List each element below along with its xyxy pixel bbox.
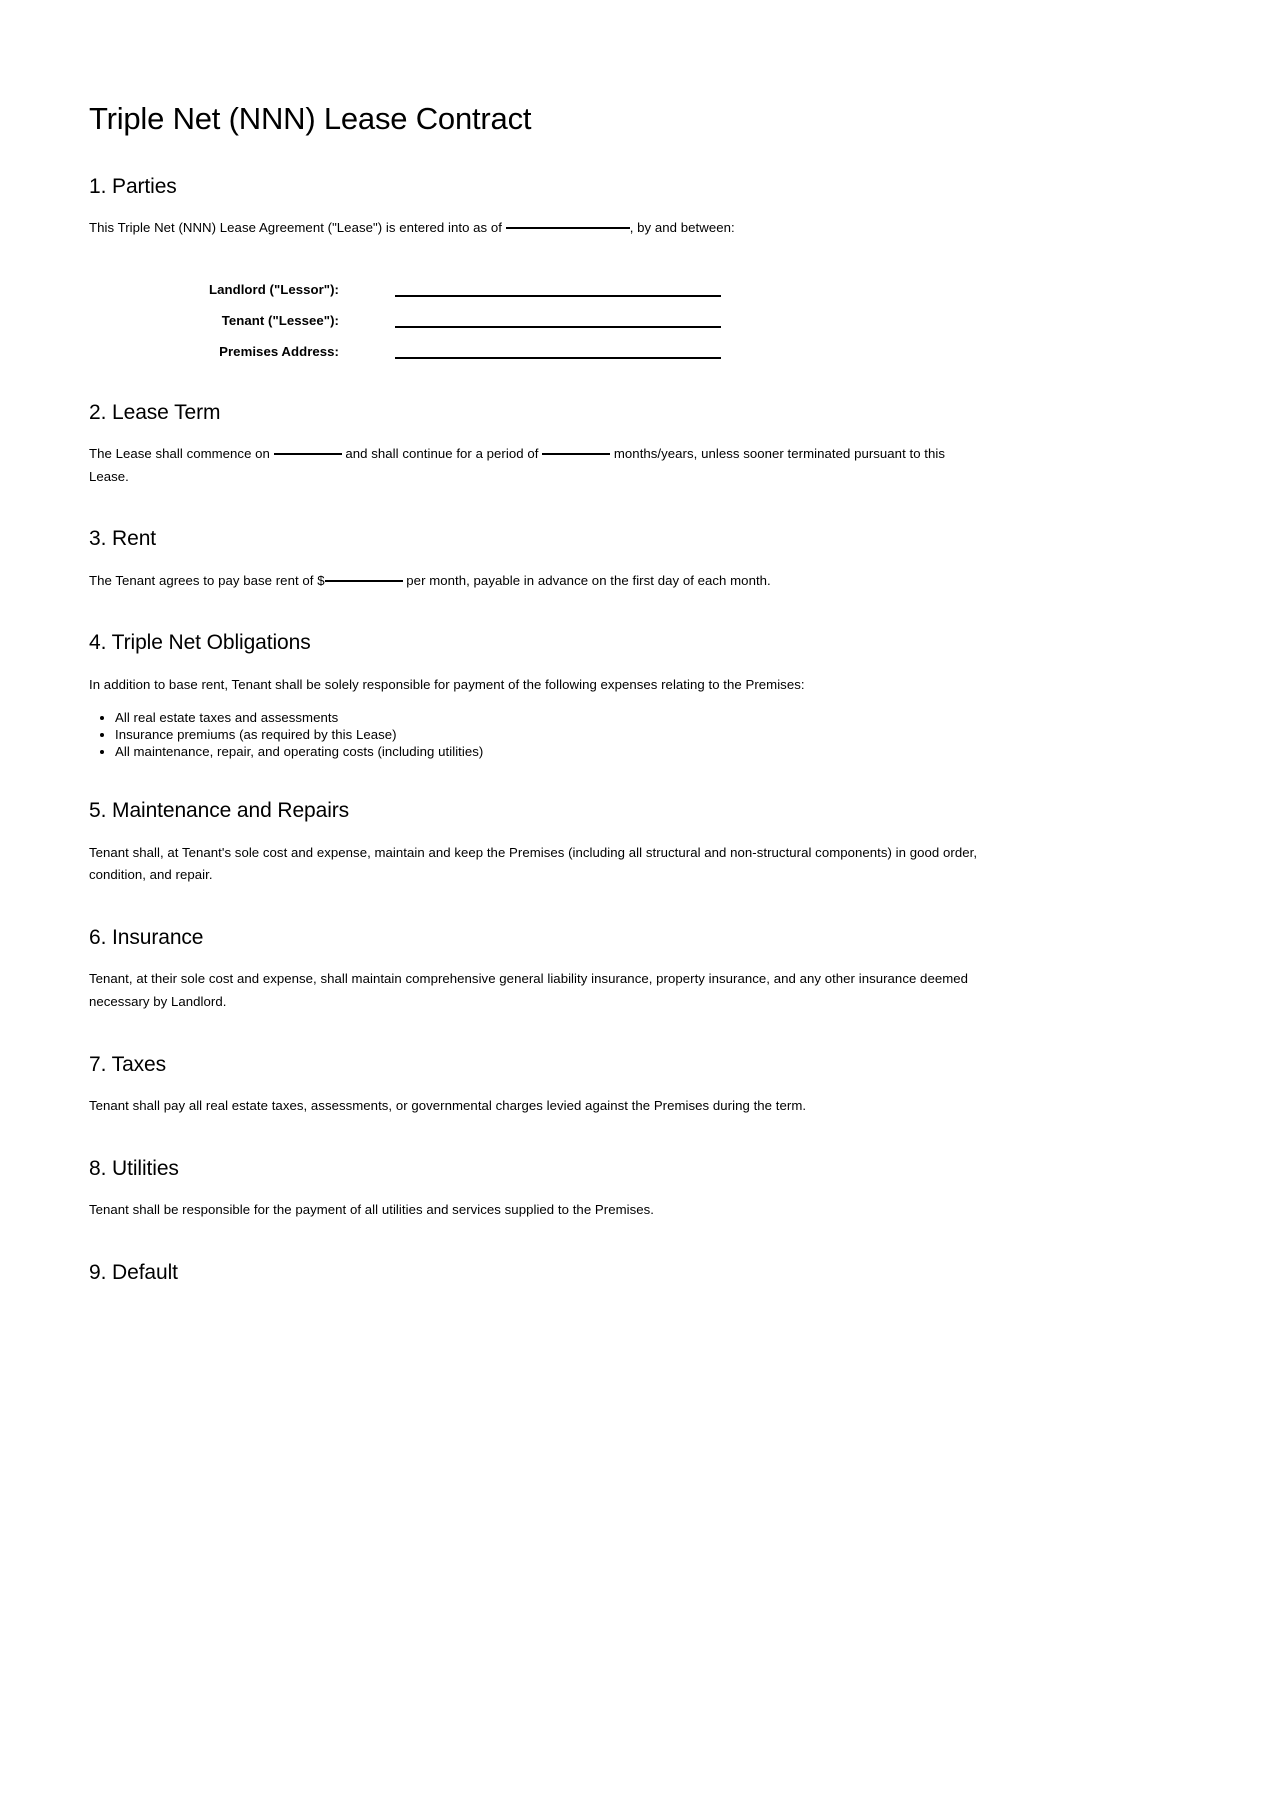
section-heading-maintenance-and-repairs: 5. Maintenance and Repairs <box>89 799 350 823</box>
rent-text-2: per month, payable in advance on the first day of each month. <box>406 572 771 588</box>
rent-text-1: The Tenant agrees to pay base rent of $ <box>89 572 325 588</box>
section-heading-lease-term: 2. Lease Term <box>89 400 221 424</box>
table-row <box>89 328 721 359</box>
tenant-value-field[interactable] <box>395 297 721 328</box>
utilities-paragraph: Tenant shall be responsible for the payment of all utilities and services supplied to the Premises. <box>89 1202 654 1218</box>
section-triple-net-obligations <box>89 629 1175 760</box>
section-heading-triple-net-obligations: 4. Triple Net Obligations <box>89 631 311 655</box>
lease-period-blank-field[interactable] <box>542 453 610 455</box>
landlord-value-field[interactable] <box>395 266 721 297</box>
section-heading-taxes: 7. Taxes <box>89 1052 167 1076</box>
insurance-paragraph: Tenant, at their sole cost and expense, shall maintain comprehensive general liability insurance, property insurance, and any other insurance deemed necessary by Landlord. <box>89 971 969 1010</box>
parties-intro-text-after: , by and between: <box>629 220 735 236</box>
landlord-label: Landlord ("Lessor"): <box>209 281 339 297</box>
premises-address-label: Premises Address: <box>219 343 339 359</box>
lease-term-text-2: and shall continue for a period of <box>345 446 539 462</box>
section-lease-term <box>89 399 1175 489</box>
document-title: Triple Net (NNN) Lease Contract <box>89 101 532 136</box>
table-row <box>89 297 721 328</box>
list-item: • All maintenance, repair, and operating costs (including utilities) <box>115 744 1175 761</box>
section-heading-rent: 3. Rent <box>89 527 157 551</box>
section-rent <box>89 525 1175 592</box>
table-row <box>89 266 721 297</box>
row-spacer <box>339 328 395 359</box>
section-default <box>89 1259 1175 1286</box>
section-heading-utilities: 8. Utilities <box>89 1156 179 1180</box>
section-taxes <box>89 1051 1175 1118</box>
lease-term-text-3: months/years, unless sooner terminated pursuant to this Lease. <box>89 446 946 484</box>
triple-net-obligations-list <box>89 710 1175 760</box>
taxes-paragraph: Tenant shall pay all real estate taxes, assessments, or governmental charges levied against the Premises during the term. <box>89 1098 807 1114</box>
row-spacer <box>339 266 395 297</box>
lease-term-text-1: The Lease shall commence on <box>89 446 270 462</box>
parties-intro-text-before: This Triple Net (NNN) Lease Agreement ("Lease") is entered into as of <box>89 220 503 236</box>
premises-address-rule <box>395 343 721 359</box>
landlord-rule <box>395 281 721 297</box>
maintenance-paragraph: Tenant shall, at Tenant's sole cost and expense, maintain and keep the Premises (including all structural and non-structural components) in good order, condition, and repair. <box>89 844 978 883</box>
section-insurance <box>89 924 1175 1014</box>
list-item: • Insurance premiums (as required by this Lease) <box>115 727 1175 744</box>
lease-term-paragraph <box>89 443 987 488</box>
date-blank-field[interactable] <box>506 227 630 229</box>
section-heading-parties: 1. Parties <box>89 174 177 198</box>
triple-net-paragraph: In addition to base rent, Tenant shall be solely responsible for payment of the following expenses relating to the Premises: <box>89 676 805 692</box>
parties-table <box>89 266 721 359</box>
premises-address-value-field[interactable] <box>395 328 721 359</box>
tenant-label: Tenant ("Lessee"): <box>221 312 339 328</box>
parties-intro-paragraph <box>89 217 987 240</box>
section-utilities <box>89 1155 1175 1222</box>
base-rent-blank-field[interactable] <box>325 580 403 582</box>
section-heading-insurance: 6. Insurance <box>89 926 204 950</box>
rent-paragraph <box>89 570 987 593</box>
row-spacer <box>339 297 395 328</box>
section-parties <box>89 173 1175 359</box>
commencement-date-blank-field[interactable] <box>274 453 342 455</box>
tenant-rule <box>395 312 721 328</box>
section-maintenance-and-repairs <box>89 797 1175 887</box>
list-item: • All real estate taxes and assessments <box>115 710 1175 727</box>
section-heading-default: 9. Default <box>89 1260 178 1284</box>
